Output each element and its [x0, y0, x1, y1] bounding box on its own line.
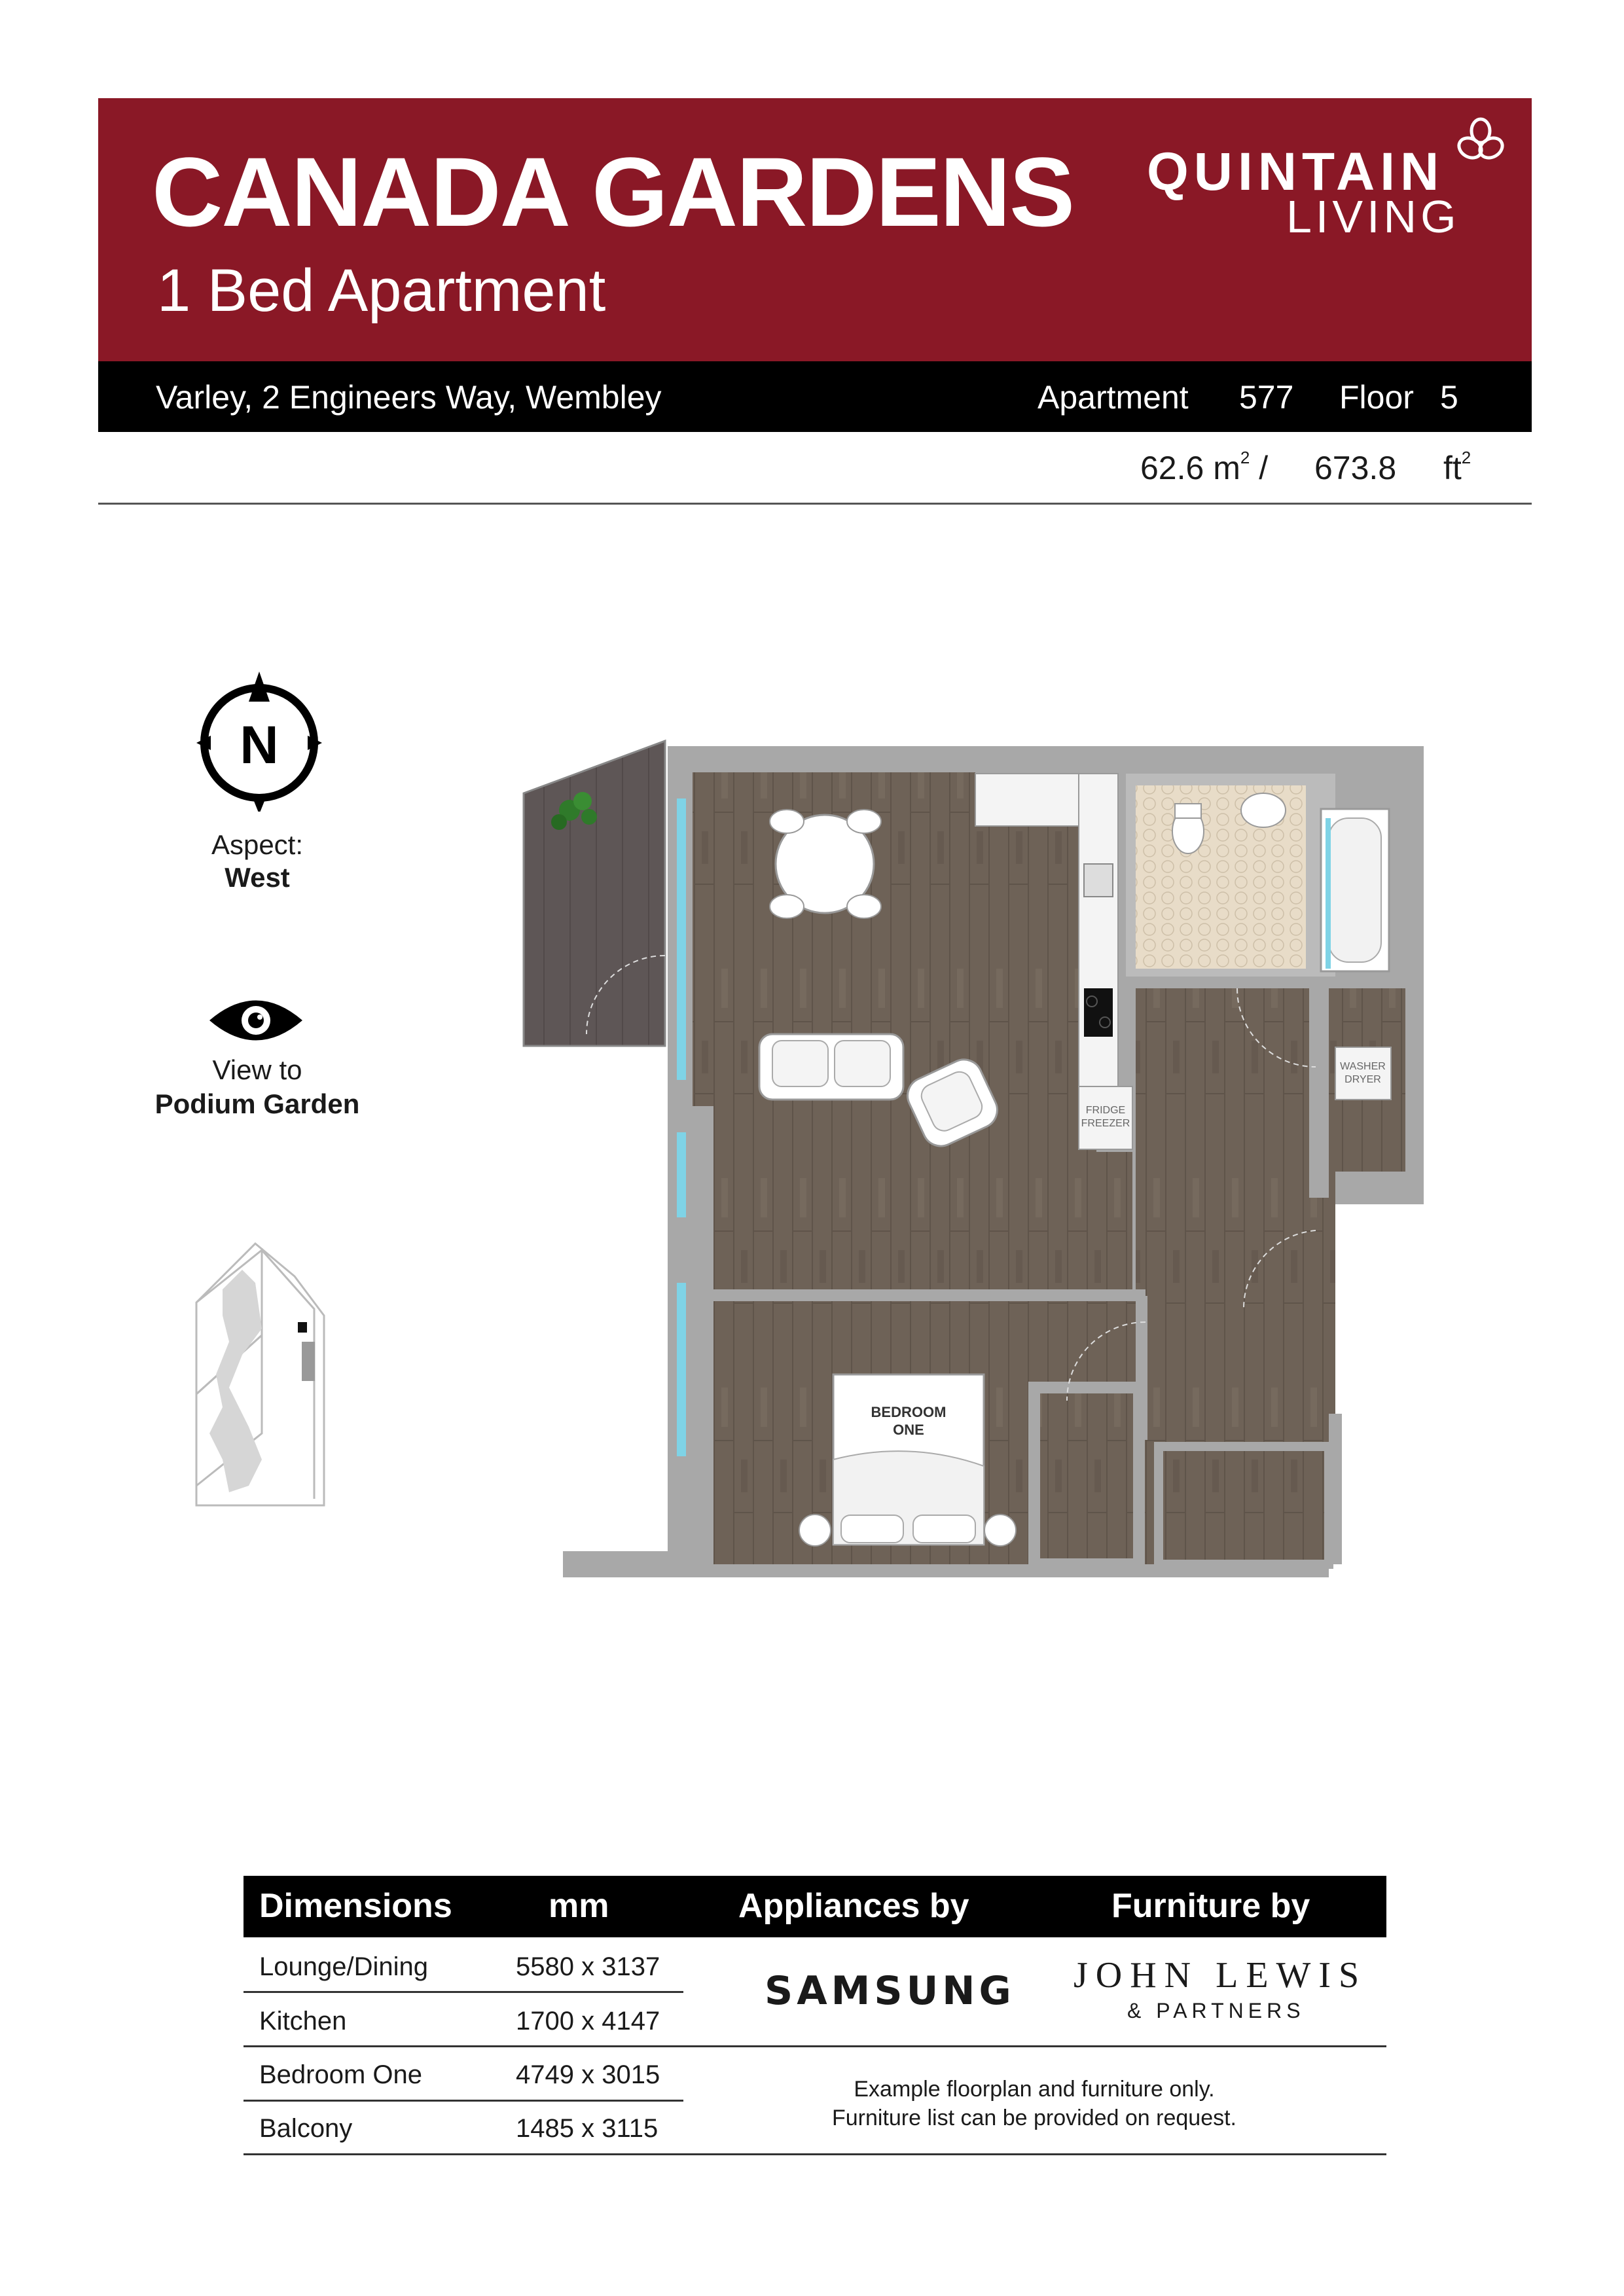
- floor-number: 5: [1440, 379, 1458, 416]
- samsung-logo: SAMSUNG: [765, 1968, 1015, 2014]
- table-row-size: 5580 x 3137: [516, 1952, 660, 1981]
- bedroom-label-2: ONE: [893, 1422, 924, 1438]
- header-appliances: Appliances by: [738, 1887, 969, 1925]
- note-line-2: Furniture list can be provided on request.: [831, 2106, 1236, 2130]
- header-furniture: Furniture by: [1111, 1887, 1310, 1925]
- john-lewis-logo-top: JOHN LEWIS: [1074, 1955, 1367, 1996]
- row-divider: [244, 1991, 683, 1993]
- row-divider: [244, 2045, 1386, 2047]
- compass-letter: N: [240, 715, 279, 775]
- building-key-plan: [183, 1237, 334, 1512]
- table-row-room: Bedroom One: [259, 2060, 423, 2089]
- brand-name-bottom: LIVING: [1286, 191, 1460, 242]
- header-mm: mm: [549, 1887, 609, 1925]
- washer-label-1: WASHER: [1340, 1061, 1386, 1072]
- view-label: View to: [212, 1054, 302, 1085]
- row-divider: [244, 2100, 683, 2102]
- table-row-room: Lounge/Dining: [259, 1952, 428, 1981]
- divider-rule: [98, 503, 1532, 505]
- john-lewis-logo-bottom: & PARTNERS: [1127, 1999, 1305, 2022]
- area-sqft: 673.8: [1314, 450, 1397, 486]
- development-title: CANADA GARDENS: [152, 137, 1074, 247]
- area-sqm: 62.6 $m^2$ /: [1140, 448, 1269, 486]
- unit-type: 1 Bed Apartment: [157, 257, 606, 324]
- floor-plan: [517, 733, 1427, 1597]
- fridge-label-1: FRIDGE: [1085, 1105, 1126, 1116]
- fridge-label-2: FREEZER: [1081, 1118, 1130, 1129]
- brand-name-top: QUINTAIN: [1147, 142, 1445, 202]
- table-row-size: 1700 x 4147: [516, 2007, 660, 2036]
- table-row-size: 4749 x 3015: [516, 2060, 660, 2089]
- note-line-1: Example floorplan and furniture only.: [854, 2077, 1215, 2102]
- table-row-size: 1485 x 3115: [516, 2114, 659, 2143]
- area-sqft-unit: $ft^2$: [1443, 448, 1471, 486]
- quintain-logo-icon: [1454, 117, 1507, 169]
- table-row-room: Kitchen: [259, 2007, 347, 2036]
- table-row-room: Balcony: [259, 2114, 353, 2143]
- compass-icon: [194, 668, 325, 812]
- bedroom-label-1: BEDROOM: [871, 1404, 947, 1420]
- apartment-number: 577: [1239, 379, 1294, 416]
- table-bottom-rule: [244, 2153, 1386, 2155]
- aspect-label: Aspect:: [211, 829, 304, 860]
- header-dimensions: Dimensions: [259, 1887, 452, 1925]
- address-text: Varley, 2 Engineers Way, Wembley: [156, 379, 662, 416]
- apartment-label: Apartment: [1038, 379, 1189, 416]
- view-value: Podium Garden: [154, 1088, 360, 1119]
- aspect-value: West: [225, 862, 290, 893]
- floor-label: Floor: [1339, 379, 1414, 416]
- washer-label-2: DRYER: [1344, 1074, 1381, 1085]
- eye-icon: [207, 995, 305, 1046]
